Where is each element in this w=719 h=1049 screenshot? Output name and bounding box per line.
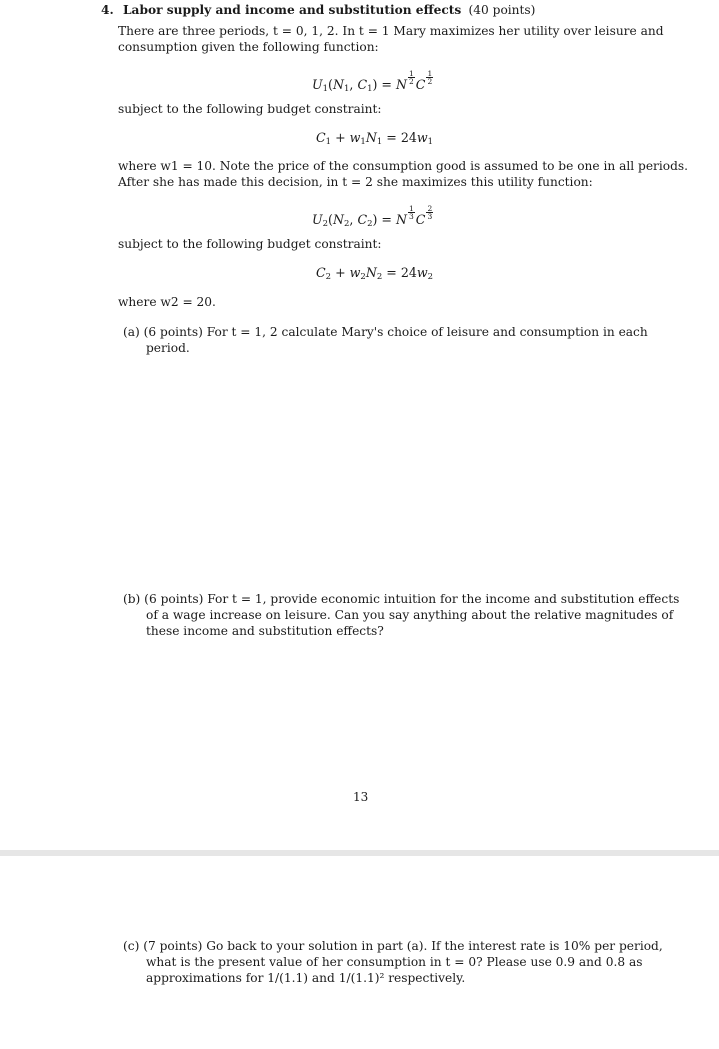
part-a-line-2: period. (146, 341, 190, 355)
budget-equation-2: $C_2 + w_2N_2 = 24w_2$ (316, 265, 434, 282)
problem-heading (101, 2, 535, 18)
page-number: 13 (353, 790, 369, 804)
utility-equation-2: $U_2(N_2$, $C_2) = N$ $\frac{1}{3}$ C $\frac{2}{3}$ (312, 204, 433, 229)
utility-equation-1: $U_1(N_1$, $C_1) = N$ $\frac{1}{2}$ C $\frac{1}{2}$ (312, 69, 433, 94)
part-a-line-1: (a) (6 points) For t = 1, 2 calculate Mary's choice of leisure and consumption in each (123, 325, 648, 339)
part-c-line-1: (c) (7 points) Go back to your solution in part (a). If the interest rate is 10% per period, (123, 939, 663, 953)
intro-line-1: There are three periods, t = 0, 1, 2. In t = 1 Mary maximizes her utility over leisure and (118, 24, 664, 38)
where-w1-line-2: After she has made this decision, in t = 2 she maximizes this utility function: (118, 175, 593, 189)
part-c-line-2: what is the present value of her consumption in t = 0? Please use 0.9 and 0.8 as (146, 955, 643, 969)
where-w2-line: where w2 = 20. (118, 295, 216, 309)
where-w1-line-1: where w1 = 10. Note the price of the consumption good is assumed to be one in all periods. (118, 159, 689, 173)
subject-line-2: subject to the following budget constraint: (118, 237, 382, 251)
page-14 (0, 856, 719, 1049)
problem-number: 4. (101, 3, 114, 17)
part-b-line-1: (b) (6 points) For t = 1, provide economic intuition for the income and substitution effects (123, 592, 680, 606)
part-b-line-2: of a wage increase on leisure. Can you say anything about the relative magnitudes of (146, 608, 674, 622)
part-b-line-3: these income and substitution effects? (146, 624, 384, 638)
problem-points: (40 points) (468, 3, 536, 17)
part-c-line-3: approximations for 1/(1.1) and 1/(1.1)² respectively. (146, 971, 466, 985)
problem-title: Labor supply and income and substitution effects (122, 3, 462, 17)
budget-equation-1: $C_1 + w_1N_1 = 24w_1$ (316, 130, 434, 147)
intro-line-2: consumption given the following function: (118, 40, 379, 54)
subject-line-1: subject to the following budget constraint: (118, 102, 382, 116)
